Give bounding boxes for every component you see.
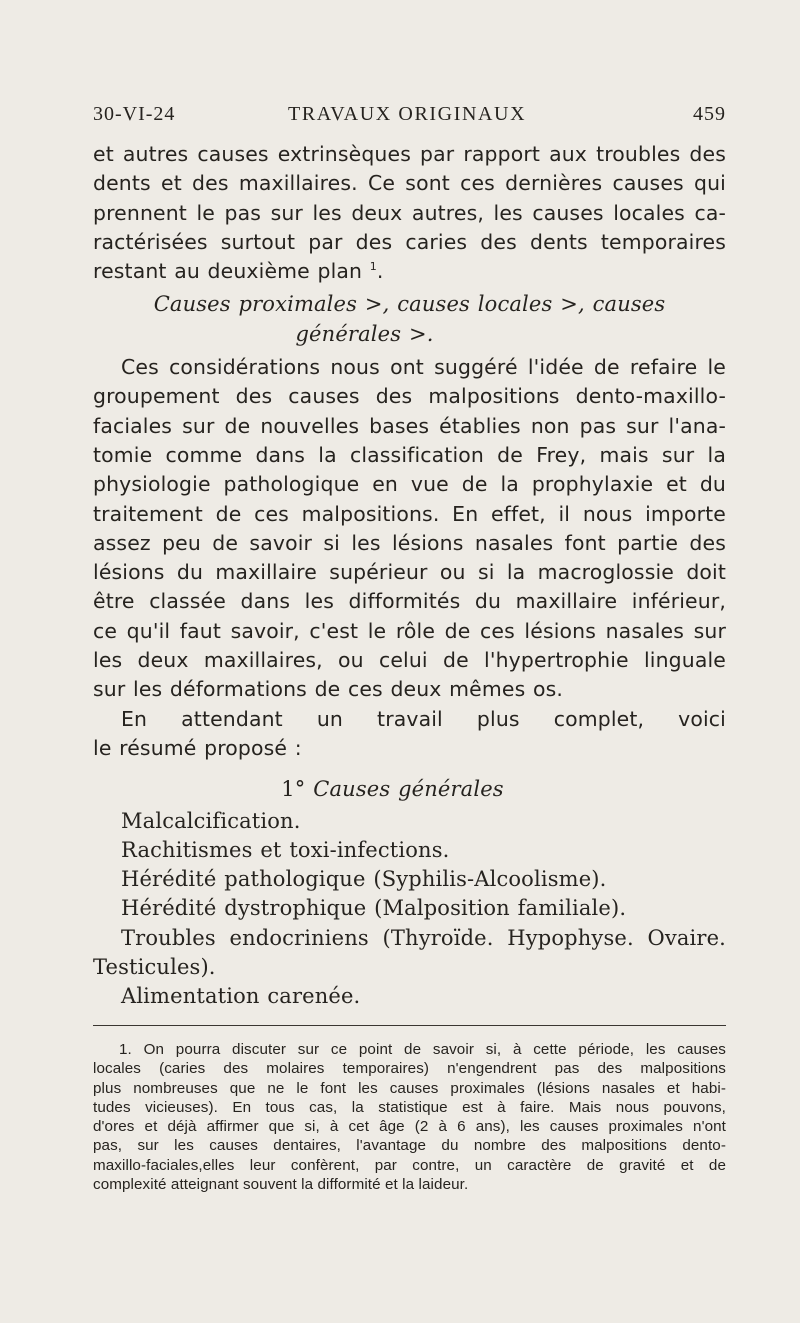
text-line: assez peu de savoir si les lésions nasales font partie des: [93, 530, 726, 555]
text-line: ractérisées surtout par des caries des dents temporaires: [93, 229, 726, 254]
text-line: faciales sur de nouvelles bases établies non pas sur l'ana-: [93, 413, 726, 438]
footnote-separator: [93, 1025, 726, 1026]
text-line: sur les déformations de ces deux mêmes os.: [93, 677, 564, 702]
footnote: [93, 1040, 726, 1194]
text-line: ce qu'il faut savoir, c'est le rôle de ces lésions nasales sur: [93, 618, 726, 643]
text-fragment: restant au deuxième plan: [93, 259, 363, 284]
text-line: [93, 257, 726, 286]
list-item: Alimentation carenée.: [121, 984, 361, 1009]
text-line: En attendant un travail plus complet, voici: [121, 706, 726, 731]
page-number: 459: [693, 103, 726, 125]
footnote-line: 1. On pourra discuter sur ce point de savoir si, à cette période, les causes: [119, 1041, 726, 1058]
footnote-line: maxillo-faciales,elles leur confèrent, par contre, un caractère de gravité et de: [93, 1156, 726, 1174]
footnote-reference[interactable]: 1: [369, 260, 377, 274]
italic-quote-line: Causes proximales >, causes locales >, causes: [153, 292, 666, 317]
italic-quote-line: générales >.: [295, 321, 434, 346]
footnote-line: plus nombreuses que ne le font les causes proximales (lésions nasales et habi-: [93, 1079, 726, 1097]
text-fragment: .: [376, 259, 384, 284]
list-item-continuation: Testicules).: [93, 955, 216, 980]
footnote-line: complexité atteignant souvent la difformité et la laideur.: [93, 1176, 469, 1194]
text-line: être classée dans les difformités du maxillaire inférieur,: [93, 589, 726, 614]
text-line: le résumé proposé :: [93, 735, 302, 760]
text-line: physiologie pathologique en vue de la prophylaxie et du: [93, 472, 726, 497]
list-item: Troubles endocriniens (Thyroïde. Hypophyse. Ovaire.: [121, 925, 726, 950]
footnote-line: pas, sur les causes dentaires, l'avantage du nombre des malpositions dento-: [93, 1137, 726, 1155]
list-item: Malcalcification.: [121, 808, 301, 833]
text-line: et autres causes extrinsèques par rapport aux troubles des: [93, 142, 726, 166]
header-date: 30-VI-24: [93, 103, 176, 125]
section-number: 1°: [281, 777, 306, 802]
list-item: Hérédité dystrophique (Malposition familiale).: [121, 896, 627, 921]
text-line: lésions du maxillaire supérieur ou si la macroglossie doit: [93, 560, 726, 585]
section-heading: [93, 775, 726, 804]
footnote-line: locales (caries des molaires temporaires) n'engendrent pas des malpositions: [93, 1060, 726, 1078]
text-line: traitement de ces malpositions. En effet, il nous importe: [93, 501, 726, 526]
section-title: Causes générales: [313, 777, 504, 802]
text-line: dents et des maxillaires. Ce sont ces dernières causes qui: [93, 171, 726, 196]
footnote-line: d'ores et déjà affirmer que si, à cet âge (2 à 6 ans), les causes proximales n'ont: [93, 1118, 726, 1136]
text-line: Ces considérations nous ont suggéré l'idée de refaire le: [121, 355, 726, 380]
main-text: [93, 140, 726, 1012]
text-line: prennent le pas sur les deux autres, les causes locales ca-: [93, 200, 726, 225]
list-item: Rachitismes et toxi-infections.: [121, 837, 450, 862]
list-item: Hérédité pathologique (Syphilis-Alcoolisme).: [121, 867, 607, 892]
text-line: les deux maxillaires, ou celui de l'hypertrophie linguale: [93, 648, 726, 673]
text-line: groupement des causes des malpositions dento-maxillo-: [93, 384, 726, 409]
text-line: tomie comme dans la classification de Frey, mais sur la: [93, 442, 726, 467]
header-title: TRAVAUX ORIGINAUX: [288, 103, 527, 125]
footnote-line: tudes vicieuses). En tous cas, la statistique est à faire. Mais nous pouvons,: [93, 1098, 726, 1116]
running-header: [93, 103, 726, 133]
